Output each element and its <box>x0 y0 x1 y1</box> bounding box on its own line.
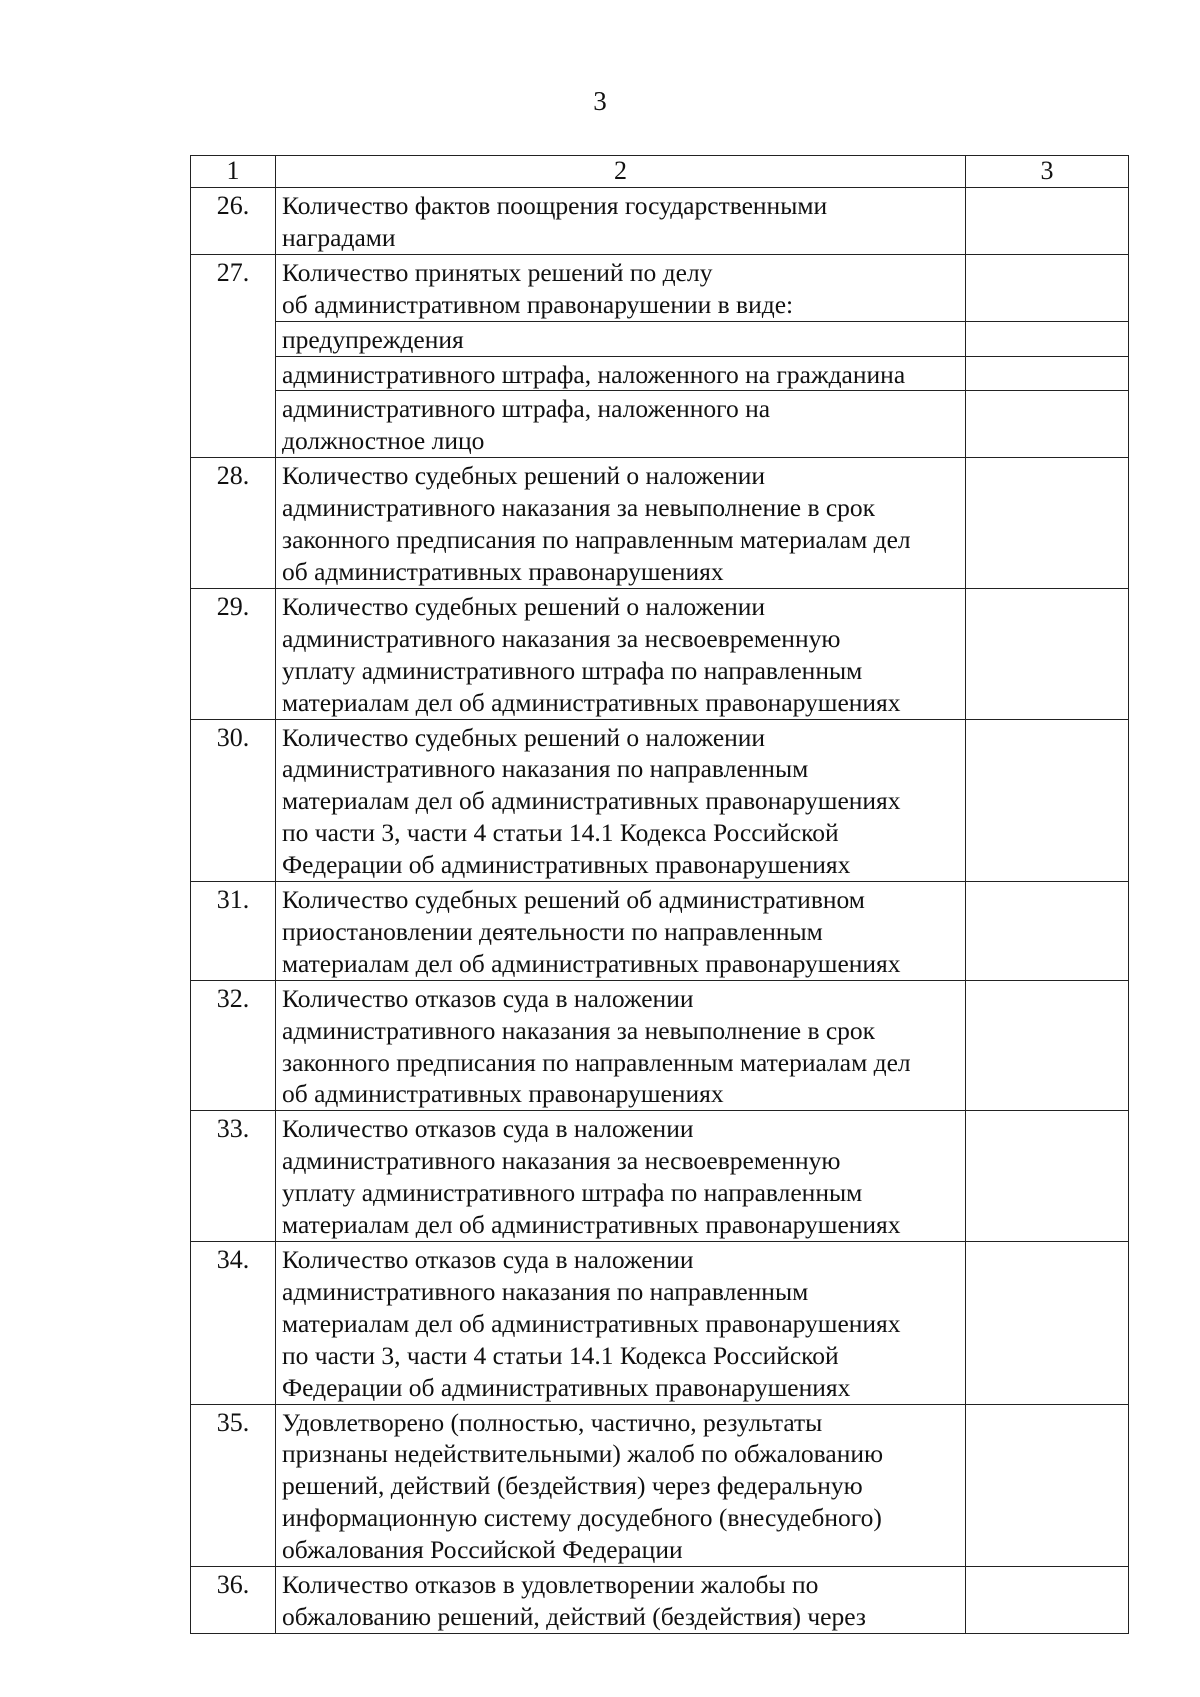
row-number: 30. <box>191 719 276 882</box>
row-number: 36. <box>191 1567 276 1634</box>
value-cell <box>966 882 1129 981</box>
value-cell <box>966 588 1129 719</box>
row-number: 35. <box>191 1404 276 1567</box>
table-row <box>191 1567 1129 1634</box>
row-text: Количество судебных решений об административном приостановлении деятельности по направленным материалам дел об административных правонарушениях <box>276 882 966 981</box>
table-row <box>191 1242 1129 1405</box>
row-number: 33. <box>191 1111 276 1242</box>
header-col-3: 3 <box>966 156 1129 188</box>
table-header-row <box>191 156 1129 188</box>
table-subrow <box>191 356 1129 391</box>
row-number: 28. <box>191 458 276 589</box>
report-table <box>190 155 1129 1634</box>
value-cell <box>966 356 1129 391</box>
header-col-1: 1 <box>191 156 276 188</box>
table-row <box>191 1111 1129 1242</box>
row-number: 26. <box>191 188 276 255</box>
row-text: Количество отказов суда в наложении административного наказания за несвоевременную уплату административного штрафа по направленным материалам дел об административных правонарушениях <box>276 1111 966 1242</box>
table-row <box>191 719 1129 882</box>
subrow-text: предупреждения <box>276 321 966 356</box>
table-row <box>191 588 1129 719</box>
table-subrow <box>191 321 1129 356</box>
value-cell <box>966 1242 1129 1405</box>
row-text: Количество отказов в удовлетворении жалобы по обжалованию решений, действий (бездействия) через <box>276 1567 966 1634</box>
table-row <box>191 188 1129 255</box>
value-cell <box>966 1567 1129 1634</box>
value-cell <box>966 391 1129 458</box>
row-number: 34. <box>191 1242 276 1405</box>
value-cell <box>966 980 1129 1111</box>
row-text: Количество судебных решений о наложении административного наказания за несвоевременную уплату административного штрафа по направленным материалам дел об административных правонарушениях <box>276 588 966 719</box>
row-text: Количество принятых решений по делу об административном правонарушении в виде: <box>276 254 966 321</box>
value-cell <box>966 719 1129 882</box>
row-text: Удовлетворено (полностью, частично, результаты признаны недействительными) жалоб по обжалованию решений, действий (бездействия) через федеральную информационную систему досудебного (внесудебного) обжалования Российской Федерации <box>276 1404 966 1567</box>
row-text: Количество отказов суда в наложении административного наказания за невыполнение в срок законного предписания по направленным материалам дел об административных правонарушениях <box>276 980 966 1111</box>
value-cell <box>966 1111 1129 1242</box>
table-row <box>191 980 1129 1111</box>
row-number: 31. <box>191 882 276 981</box>
value-cell <box>966 188 1129 255</box>
value-cell <box>966 1404 1129 1567</box>
subrow-text: административного штрафа, наложенного на должностное лицо <box>276 391 966 458</box>
table-row <box>191 1404 1129 1567</box>
page-number: 3 <box>593 86 607 116</box>
row-text: Количество судебных решений о наложении административного наказания по направленным материалам дел об административных правонарушениях по части 3, части 4 статьи 14.1 Кодекса Российской Федерации об административных правонарушениях <box>276 719 966 882</box>
row-number: 27. <box>191 254 276 457</box>
row-number: 29. <box>191 588 276 719</box>
value-cell <box>966 254 1129 321</box>
subrow-text: административного штрафа, наложенного на гражданина <box>276 356 966 391</box>
table-row <box>191 254 1129 321</box>
table-row <box>191 458 1129 589</box>
header-col-2: 2 <box>276 156 966 188</box>
row-text: Количество отказов суда в наложении административного наказания по направленным материалам дел об административных правонарушениях по части 3, части 4 статьи 14.1 Кодекса Российской Федерации об административных правонарушениях <box>276 1242 966 1405</box>
row-text: Количество судебных решений о наложении административного наказания за невыполнение в срок законного предписания по направленным материалам дел об административных правонарушениях <box>276 458 966 589</box>
table-row <box>191 882 1129 981</box>
row-number: 32. <box>191 980 276 1111</box>
value-cell <box>966 458 1129 589</box>
table-subrow <box>191 391 1129 458</box>
value-cell <box>966 321 1129 356</box>
row-text: Количество фактов поощрения государственными наградами <box>276 188 966 255</box>
